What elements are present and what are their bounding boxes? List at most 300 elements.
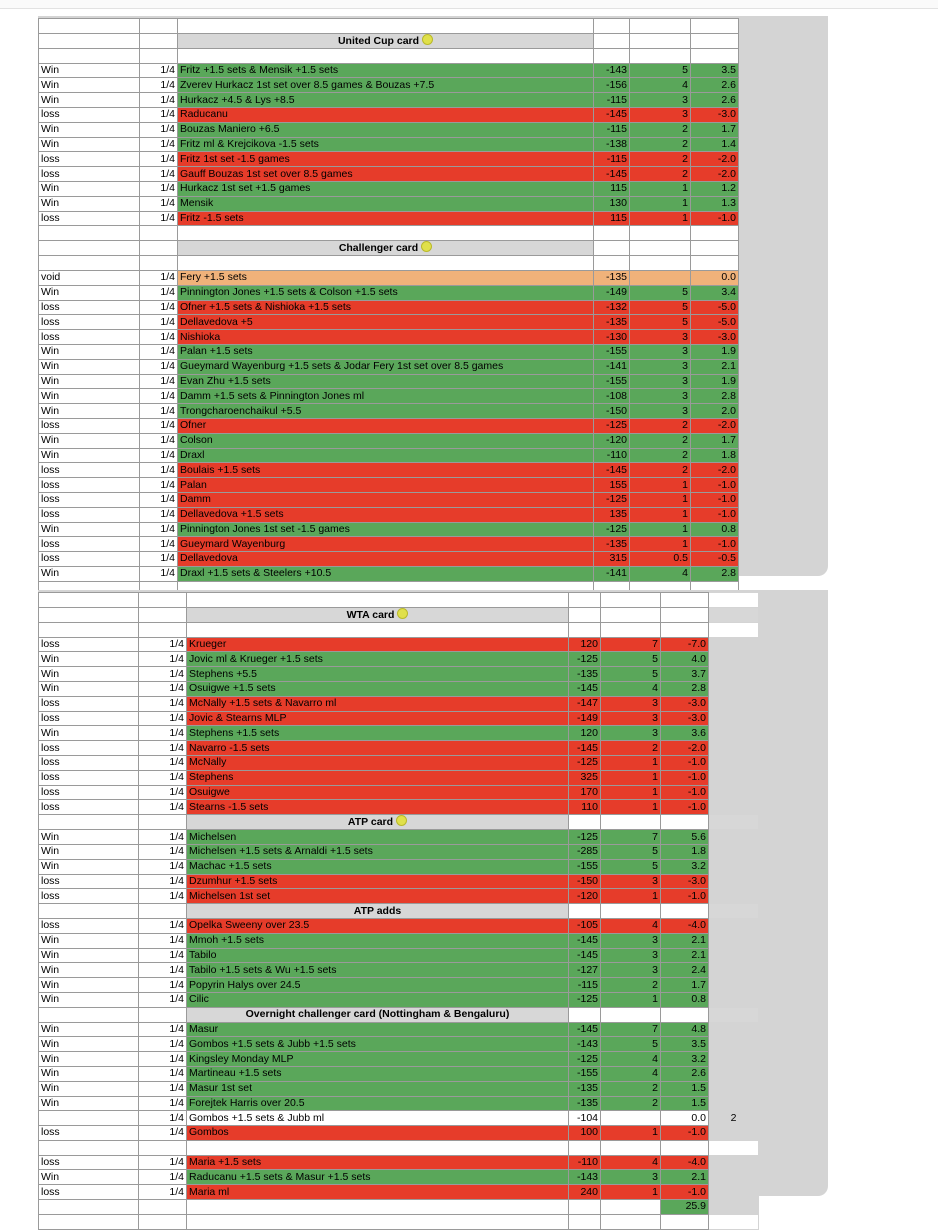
stake-cell[interactable]: 3: [601, 711, 661, 726]
pick-cell[interactable]: Stearns -1.5 sets: [187, 800, 569, 815]
unit-cell[interactable]: 1/4: [140, 315, 178, 330]
extra-cell[interactable]: [709, 1185, 759, 1200]
empty-cell[interactable]: [569, 904, 601, 919]
empty-cell[interactable]: [178, 226, 594, 241]
empty-cell[interactable]: [140, 19, 178, 34]
unit-cell[interactable]: 1/4: [139, 963, 187, 978]
odds-cell[interactable]: -115: [594, 122, 630, 137]
empty-cell[interactable]: [601, 1214, 661, 1229]
profit-cell[interactable]: 3.4: [691, 285, 739, 300]
empty-cell[interactable]: [709, 1140, 759, 1155]
unit-cell[interactable]: 1/4: [139, 637, 187, 652]
unit-cell[interactable]: 1/4: [139, 800, 187, 815]
result-cell[interactable]: Win: [39, 63, 140, 78]
stake-cell[interactable]: 2: [630, 167, 691, 182]
odds-cell[interactable]: -110: [569, 1155, 601, 1170]
unit-cell[interactable]: 1/4: [140, 285, 178, 300]
result-cell[interactable]: loss: [39, 492, 140, 507]
odds-cell[interactable]: -104: [569, 1111, 601, 1126]
extra-cell[interactable]: [709, 1155, 759, 1170]
stake-cell[interactable]: 7: [601, 830, 661, 845]
profit-cell[interactable]: 0.8: [661, 992, 709, 1007]
odds-cell[interactable]: -115: [594, 152, 630, 167]
stake-cell[interactable]: 3: [601, 963, 661, 978]
pick-cell[interactable]: Draxl +1.5 sets & Steelers +10.5: [178, 566, 594, 581]
result-cell[interactable]: Win: [39, 285, 140, 300]
odds-cell[interactable]: 120: [569, 637, 601, 652]
unit-cell[interactable]: 1/4: [139, 830, 187, 845]
odds-cell[interactable]: -125: [569, 992, 601, 1007]
empty-cell[interactable]: [39, 48, 140, 63]
stake-cell[interactable]: 1: [630, 478, 691, 493]
stake-cell[interactable]: 2: [601, 1096, 661, 1111]
pick-cell[interactable]: Maria ml: [187, 1185, 569, 1200]
extra-cell[interactable]: [709, 711, 759, 726]
unit-cell[interactable]: 1/4: [139, 770, 187, 785]
empty-cell[interactable]: [691, 33, 739, 48]
result-cell[interactable]: loss: [39, 785, 139, 800]
odds-cell[interactable]: -125: [569, 830, 601, 845]
stake-cell[interactable]: 5: [601, 859, 661, 874]
unit-cell[interactable]: 1/4: [140, 330, 178, 345]
empty-cell[interactable]: [39, 1200, 139, 1215]
profit-cell[interactable]: 3.2: [661, 859, 709, 874]
unit-cell[interactable]: 1/4: [140, 167, 178, 182]
stake-cell[interactable]: 4: [601, 681, 661, 696]
empty-cell[interactable]: [630, 48, 691, 63]
empty-cell[interactable]: [661, 1007, 709, 1022]
pick-cell[interactable]: Osuigwe: [187, 785, 569, 800]
unit-cell[interactable]: 1/4: [140, 448, 178, 463]
profit-cell[interactable]: 3.5: [661, 1037, 709, 1052]
pick-cell[interactable]: Dzumhur +1.5 sets: [187, 874, 569, 889]
empty-cell[interactable]: [601, 1007, 661, 1022]
empty-cell[interactable]: [569, 622, 601, 637]
stake-cell[interactable]: 4: [601, 918, 661, 933]
stake-cell[interactable]: 2: [630, 448, 691, 463]
extra-cell[interactable]: [709, 1081, 759, 1096]
stake-cell[interactable]: 7: [601, 637, 661, 652]
result-cell[interactable]: Win: [39, 78, 140, 93]
unit-cell[interactable]: 1/4: [139, 1037, 187, 1052]
empty-cell[interactable]: [661, 593, 709, 608]
empty-cell[interactable]: [140, 33, 178, 48]
result-cell[interactable]: loss: [39, 167, 140, 182]
profit-cell[interactable]: -3.0: [661, 711, 709, 726]
profit-cell[interactable]: 3.2: [661, 1052, 709, 1067]
profit-cell[interactable]: -2.0: [691, 167, 739, 182]
profit-cell[interactable]: 2.1: [661, 948, 709, 963]
odds-cell[interactable]: -110: [594, 448, 630, 463]
empty-cell[interactable]: [630, 241, 691, 256]
unit-cell[interactable]: 1/4: [139, 741, 187, 756]
unit-cell[interactable]: 1/4: [139, 948, 187, 963]
unit-cell[interactable]: 1/4: [139, 874, 187, 889]
result-cell[interactable]: [39, 1111, 139, 1126]
result-cell[interactable]: Win: [39, 522, 140, 537]
result-cell[interactable]: void: [39, 270, 140, 285]
extra-cell[interactable]: [709, 963, 759, 978]
stake-cell[interactable]: 1: [601, 800, 661, 815]
odds-cell[interactable]: -120: [569, 889, 601, 904]
stake-cell[interactable]: 2: [630, 137, 691, 152]
pick-cell[interactable]: Boulais +1.5 sets: [178, 463, 594, 478]
odds-cell[interactable]: 325: [569, 770, 601, 785]
profit-cell[interactable]: -5.0: [691, 315, 739, 330]
empty-cell[interactable]: [187, 1214, 569, 1229]
profit-cell[interactable]: 1.8: [661, 844, 709, 859]
profit-cell[interactable]: 1.7: [661, 978, 709, 993]
pick-cell[interactable]: Kingsley Monday MLP: [187, 1052, 569, 1067]
empty-cell[interactable]: [569, 1214, 601, 1229]
odds-cell[interactable]: -156: [594, 78, 630, 93]
odds-cell[interactable]: 115: [594, 211, 630, 226]
profit-cell[interactable]: 3.7: [661, 667, 709, 682]
odds-cell[interactable]: -150: [594, 404, 630, 419]
odds-cell[interactable]: -143: [569, 1037, 601, 1052]
profit-cell[interactable]: -0.5: [691, 552, 739, 567]
result-cell[interactable]: loss: [39, 1185, 139, 1200]
extra-cell[interactable]: [709, 830, 759, 845]
result-cell[interactable]: Win: [39, 1052, 139, 1067]
unit-cell[interactable]: 1/4: [140, 404, 178, 419]
empty-cell[interactable]: [178, 48, 594, 63]
profit-cell[interactable]: 1.2: [691, 181, 739, 196]
stake-cell[interactable]: 3: [601, 933, 661, 948]
profit-cell[interactable]: -1.0: [691, 507, 739, 522]
pick-cell[interactable]: Palan: [178, 478, 594, 493]
unit-cell[interactable]: 1/4: [139, 844, 187, 859]
empty-cell[interactable]: [140, 241, 178, 256]
stake-cell[interactable]: 1: [630, 507, 691, 522]
odds-cell[interactable]: -135: [594, 315, 630, 330]
unit-cell[interactable]: 1/4: [139, 933, 187, 948]
stake-cell[interactable]: 1: [601, 785, 661, 800]
unit-cell[interactable]: 1/4: [140, 418, 178, 433]
odds-cell[interactable]: -141: [594, 359, 630, 374]
extra-cell[interactable]: [709, 933, 759, 948]
empty-cell[interactable]: [709, 1200, 759, 1215]
result-cell[interactable]: loss: [39, 696, 139, 711]
stake-cell[interactable]: 1: [630, 211, 691, 226]
unit-cell[interactable]: 1/4: [140, 552, 178, 567]
empty-cell[interactable]: [594, 226, 630, 241]
stake-cell[interactable]: 1: [630, 537, 691, 552]
empty-cell[interactable]: [139, 904, 187, 919]
empty-cell[interactable]: [569, 607, 601, 622]
stake-cell[interactable]: 2: [630, 418, 691, 433]
result-cell[interactable]: Win: [39, 844, 139, 859]
extra-cell[interactable]: [709, 696, 759, 711]
unit-cell[interactable]: 1/4: [140, 196, 178, 211]
profit-cell[interactable]: -3.0: [661, 874, 709, 889]
unit-cell[interactable]: 1/4: [140, 137, 178, 152]
stake-cell[interactable]: 4: [630, 566, 691, 581]
pick-cell[interactable]: Osuigwe +1.5 sets: [187, 681, 569, 696]
result-cell[interactable]: Win: [39, 652, 139, 667]
empty-cell[interactable]: [569, 1140, 601, 1155]
empty-cell[interactable]: [187, 1200, 569, 1215]
empty-cell[interactable]: [39, 593, 139, 608]
extra-cell[interactable]: [709, 918, 759, 933]
profit-cell[interactable]: 5.6: [661, 830, 709, 845]
stake-cell[interactable]: 5: [601, 1037, 661, 1052]
odds-cell[interactable]: -155: [569, 1066, 601, 1081]
stake-cell[interactable]: 3: [630, 330, 691, 345]
stake-cell[interactable]: 3: [601, 1170, 661, 1185]
extra-cell[interactable]: [709, 785, 759, 800]
profit-cell[interactable]: -7.0: [661, 637, 709, 652]
pick-cell[interactable]: Stephens: [187, 770, 569, 785]
odds-cell[interactable]: -132: [594, 300, 630, 315]
pick-cell[interactable]: Michelsen: [187, 830, 569, 845]
result-cell[interactable]: loss: [39, 1126, 139, 1141]
pick-cell[interactable]: Navarro -1.5 sets: [187, 741, 569, 756]
odds-cell[interactable]: 120: [569, 726, 601, 741]
odds-cell[interactable]: -147: [569, 696, 601, 711]
profit-cell[interactable]: -3.0: [661, 696, 709, 711]
empty-cell[interactable]: [691, 48, 739, 63]
extra-cell[interactable]: [709, 755, 759, 770]
stake-cell[interactable]: 2: [630, 152, 691, 167]
empty-cell[interactable]: [709, 593, 759, 608]
profit-cell[interactable]: -1.0: [691, 537, 739, 552]
empty-cell[interactable]: [139, 1200, 187, 1215]
profit-cell[interactable]: -1.0: [661, 770, 709, 785]
unit-cell[interactable]: 1/4: [140, 270, 178, 285]
profit-cell[interactable]: 3.5: [691, 63, 739, 78]
odds-cell[interactable]: 100: [569, 1126, 601, 1141]
section-title[interactable]: [187, 904, 569, 919]
extra-cell[interactable]: [709, 874, 759, 889]
extra-cell[interactable]: [709, 1126, 759, 1141]
unit-cell[interactable]: 1/4: [140, 433, 178, 448]
unit-cell[interactable]: 1/4: [139, 1126, 187, 1141]
profit-cell[interactable]: -1.0: [661, 1185, 709, 1200]
result-cell[interactable]: Win: [39, 1037, 139, 1052]
result-cell[interactable]: loss: [39, 107, 140, 122]
empty-cell[interactable]: [139, 593, 187, 608]
unit-cell[interactable]: 1/4: [140, 389, 178, 404]
pick-cell[interactable]: Fery +1.5 sets: [178, 270, 594, 285]
result-cell[interactable]: Win: [39, 1066, 139, 1081]
extra-cell[interactable]: 2: [709, 1111, 759, 1126]
empty-cell[interactable]: [139, 815, 187, 830]
unit-cell[interactable]: 1/4: [140, 566, 178, 581]
unit-cell[interactable]: 1/4: [140, 122, 178, 137]
profit-cell[interactable]: -5.0: [691, 300, 739, 315]
odds-cell[interactable]: -125: [569, 1052, 601, 1067]
unit-cell[interactable]: 1/4: [140, 78, 178, 93]
stake-cell[interactable]: 5: [630, 63, 691, 78]
empty-cell[interactable]: [139, 1214, 187, 1229]
extra-cell[interactable]: [709, 1037, 759, 1052]
odds-cell[interactable]: -120: [594, 433, 630, 448]
profit-cell[interactable]: -1.0: [691, 211, 739, 226]
pick-cell[interactable]: Stephens +1.5 sets: [187, 726, 569, 741]
empty-cell[interactable]: [140, 226, 178, 241]
empty-cell[interactable]: [601, 1140, 661, 1155]
stake-cell[interactable]: 3: [601, 874, 661, 889]
empty-cell[interactable]: [709, 607, 759, 622]
result-cell[interactable]: Win: [39, 830, 139, 845]
profit-cell[interactable]: -4.0: [661, 918, 709, 933]
extra-cell[interactable]: [709, 844, 759, 859]
empty-cell[interactable]: [569, 815, 601, 830]
empty-cell[interactable]: [709, 1214, 759, 1229]
extra-cell[interactable]: [709, 1066, 759, 1081]
unit-cell[interactable]: 1/4: [140, 107, 178, 122]
stake-cell[interactable]: 4: [601, 1052, 661, 1067]
result-cell[interactable]: Win: [39, 667, 139, 682]
empty-cell[interactable]: [139, 1007, 187, 1022]
unit-cell[interactable]: 1/4: [140, 93, 178, 108]
pick-cell[interactable]: Masur: [187, 1022, 569, 1037]
pick-cell[interactable]: Draxl: [178, 448, 594, 463]
result-cell[interactable]: Win: [39, 1022, 139, 1037]
result-cell[interactable]: Win: [39, 859, 139, 874]
extra-cell[interactable]: [709, 1096, 759, 1111]
odds-cell[interactable]: 115: [594, 181, 630, 196]
empty-cell[interactable]: [187, 622, 569, 637]
empty-cell[interactable]: [178, 19, 594, 34]
result-cell[interactable]: loss: [39, 463, 140, 478]
unit-cell[interactable]: 1/4: [139, 1081, 187, 1096]
profit-cell[interactable]: 1.8: [691, 448, 739, 463]
unit-cell[interactable]: 1/4: [139, 652, 187, 667]
profit-cell[interactable]: 2.1: [661, 1170, 709, 1185]
profit-cell[interactable]: 0.8: [691, 522, 739, 537]
stake-cell[interactable]: 7: [601, 1022, 661, 1037]
pick-cell[interactable]: Maria +1.5 sets: [187, 1155, 569, 1170]
result-cell[interactable]: Win: [39, 181, 140, 196]
stake-cell[interactable]: 5: [601, 844, 661, 859]
profit-cell[interactable]: 2.6: [691, 78, 739, 93]
odds-cell[interactable]: -145: [569, 681, 601, 696]
empty-cell[interactable]: [709, 622, 759, 637]
stake-cell[interactable]: 1: [630, 196, 691, 211]
pick-cell[interactable]: Ofner +1.5 sets & Nishioka +1.5 sets: [178, 300, 594, 315]
odds-cell[interactable]: -115: [594, 93, 630, 108]
odds-cell[interactable]: -135: [569, 1081, 601, 1096]
profit-cell[interactable]: 2.1: [661, 933, 709, 948]
odds-cell[interactable]: -135: [569, 667, 601, 682]
profit-cell[interactable]: 2.1: [691, 359, 739, 374]
profit-cell[interactable]: 4.8: [661, 1022, 709, 1037]
pick-cell[interactable]: Pinnington Jones +1.5 sets & Colson +1.5 sets: [178, 285, 594, 300]
profit-cell[interactable]: -1.0: [661, 800, 709, 815]
pick-cell[interactable]: Dellavedova +1.5 sets: [178, 507, 594, 522]
odds-cell[interactable]: -125: [594, 492, 630, 507]
profit-cell[interactable]: 1.7: [691, 433, 739, 448]
stake-cell[interactable]: 0.5: [630, 552, 691, 567]
empty-cell[interactable]: [139, 1140, 187, 1155]
stake-cell[interactable]: 1: [601, 1126, 661, 1141]
odds-cell[interactable]: -125: [569, 652, 601, 667]
result-cell[interactable]: Win: [39, 726, 139, 741]
profit-cell[interactable]: -3.0: [691, 330, 739, 345]
pick-cell[interactable]: Ofner: [178, 418, 594, 433]
odds-cell[interactable]: -149: [569, 711, 601, 726]
pick-cell[interactable]: Evan Zhu +1.5 sets: [178, 374, 594, 389]
empty-cell[interactable]: [601, 1200, 661, 1215]
stake-cell[interactable]: 3: [630, 359, 691, 374]
empty-cell[interactable]: [139, 607, 187, 622]
stake-cell[interactable]: 4: [601, 1155, 661, 1170]
result-cell[interactable]: loss: [39, 1155, 139, 1170]
profit-cell[interactable]: 2.4: [661, 963, 709, 978]
pick-cell[interactable]: Hurkacz 1st set +1.5 games: [178, 181, 594, 196]
extra-cell[interactable]: [709, 992, 759, 1007]
result-cell[interactable]: loss: [39, 507, 140, 522]
empty-cell[interactable]: [39, 1214, 139, 1229]
result-cell[interactable]: Win: [39, 948, 139, 963]
profit-cell[interactable]: -1.0: [691, 492, 739, 507]
unit-cell[interactable]: 1/4: [139, 889, 187, 904]
extra-cell[interactable]: [709, 859, 759, 874]
odds-cell[interactable]: -105: [569, 918, 601, 933]
empty-cell[interactable]: [187, 1140, 569, 1155]
odds-cell[interactable]: 110: [569, 800, 601, 815]
result-cell[interactable]: Win: [39, 404, 140, 419]
empty-cell[interactable]: [709, 1007, 759, 1022]
empty-cell[interactable]: [630, 19, 691, 34]
result-cell[interactable]: loss: [39, 711, 139, 726]
odds-cell[interactable]: -145: [569, 1022, 601, 1037]
pick-cell[interactable]: Jovic & Stearns MLP: [187, 711, 569, 726]
unit-cell[interactable]: 1/4: [139, 1096, 187, 1111]
result-cell[interactable]: loss: [39, 889, 139, 904]
odds-cell[interactable]: 135: [594, 507, 630, 522]
result-cell[interactable]: Win: [39, 359, 140, 374]
result-cell[interactable]: loss: [39, 874, 139, 889]
odds-cell[interactable]: -145: [569, 948, 601, 963]
odds-cell[interactable]: -125: [594, 522, 630, 537]
pick-cell[interactable]: Jovic ml & Krueger +1.5 sets: [187, 652, 569, 667]
pick-cell[interactable]: Gueymard Wayenburg +1.5 sets & Jodar Fery 1st set over 8.5 games: [178, 359, 594, 374]
odds-cell[interactable]: -149: [594, 285, 630, 300]
odds-cell[interactable]: -145: [594, 107, 630, 122]
pick-cell[interactable]: Krueger: [187, 637, 569, 652]
result-cell[interactable]: loss: [39, 300, 140, 315]
unit-cell[interactable]: 1/4: [139, 711, 187, 726]
result-cell[interactable]: loss: [39, 552, 140, 567]
result-cell[interactable]: Win: [39, 137, 140, 152]
empty-cell[interactable]: [39, 815, 139, 830]
extra-cell[interactable]: [709, 889, 759, 904]
result-cell[interactable]: loss: [39, 330, 140, 345]
pick-cell[interactable]: Raducanu: [178, 107, 594, 122]
profit-cell[interactable]: 1.7: [691, 122, 739, 137]
empty-cell[interactable]: [601, 593, 661, 608]
profit-cell[interactable]: 1.9: [691, 374, 739, 389]
odds-cell[interactable]: -150: [569, 874, 601, 889]
stake-cell[interactable]: 3: [630, 107, 691, 122]
stake-cell[interactable]: 5: [630, 315, 691, 330]
empty-cell[interactable]: [39, 607, 139, 622]
profit-cell[interactable]: 2.6: [661, 1066, 709, 1081]
profit-cell[interactable]: -2.0: [691, 152, 739, 167]
empty-cell[interactable]: [691, 19, 739, 34]
odds-cell[interactable]: -145: [594, 463, 630, 478]
odds-cell[interactable]: -108: [594, 389, 630, 404]
empty-cell[interactable]: [691, 226, 739, 241]
pick-cell[interactable]: Gombos +1.5 sets & Jubb +1.5 sets: [187, 1037, 569, 1052]
result-cell[interactable]: Win: [39, 681, 139, 696]
empty-cell[interactable]: [187, 593, 569, 608]
profit-cell[interactable]: -2.0: [661, 741, 709, 756]
unit-cell[interactable]: 1/4: [140, 359, 178, 374]
